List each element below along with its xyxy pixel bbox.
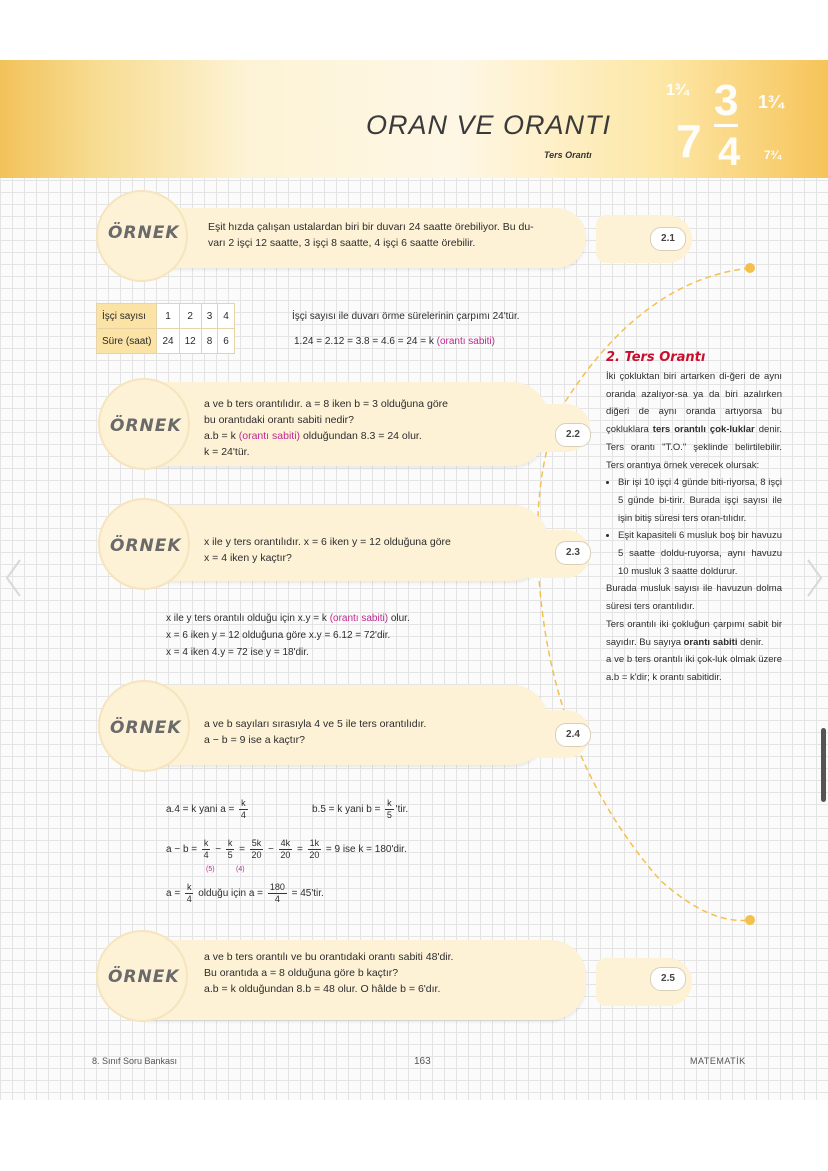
ornek-badge: ÖRNEK [110, 718, 182, 738]
solution-line [312, 798, 408, 821]
page-number: 163 [414, 1056, 431, 1067]
numerator: 4k [280, 838, 291, 848]
example-text [204, 534, 534, 566]
list-item: • Eşit kapasiteli 6 musluk boş bir havuzu 5 saatte doldu-ruyorsa, aynı havuzu 10 musluk 3 saatte doldurur. [618, 527, 782, 580]
numerator: k [227, 838, 233, 848]
denominator: 20 [309, 850, 320, 860]
table-row [97, 304, 235, 329]
numerator: k [203, 838, 209, 848]
deco-fraction: 7³⁄₄ [764, 148, 783, 162]
solution-part: a.4 = k yani a = [166, 804, 235, 816]
ornek-badge: ÖRNEK [110, 536, 182, 556]
equation-tag: (orantı sabiti) [436, 336, 495, 347]
operator: = [239, 844, 245, 856]
table-note: İşçi sayısı ile duvarı örme sürelerinin çarpımı 24'tür. [292, 311, 520, 322]
denominator: 4 [203, 850, 209, 860]
example-number: 2.1 [650, 227, 686, 251]
example-line: a ve b sayıları sırasıyla 4 ve 5 ile ters orantılıdır. [204, 718, 427, 730]
solution-line: x = 4 iken 4.y = 72 ise y = 18'dir. [166, 647, 309, 658]
table-row [97, 329, 235, 354]
denominator: 5 [386, 810, 392, 820]
example-line: k = 24'tür. [204, 446, 250, 458]
example-line: x ile y ters orantılıdır. x = 6 iken y = 12 olduğuna göre [204, 536, 451, 548]
example-line: a − b = 9 ise a kaçtır? [204, 734, 305, 746]
example-text [204, 396, 534, 460]
sidebar-text: denir. Ters orantı "T.O." şeklinde belirtilebilir. Ters orantıya örnek verecek olursak: [606, 424, 782, 471]
deco-fraction: 1³⁄₄ [666, 82, 691, 99]
solution-line [166, 798, 250, 821]
denominator: 4 [274, 894, 280, 904]
table-cell: 4 [218, 304, 235, 329]
solution-line: x = 6 iken y = 12 olduğuna göre x.y = 6.12 = 72'dir. [166, 630, 391, 641]
sidebar-paragraph [606, 368, 782, 474]
table-equation [294, 333, 495, 350]
prev-page-icon[interactable] [4, 558, 22, 598]
numerator: 180 [269, 882, 285, 892]
page-subtitle: Ters Orantı [544, 150, 592, 160]
table-cell: 1 [157, 304, 179, 329]
deco-fraction: 1³⁄₄ [758, 92, 786, 112]
sidebar-text: İki çokluktan biri artarken di-ğeri de aynı oranda azalıyor-sa ya da biri azalırken diğeri de aynı oranda artıyorsa bu çokluklara [606, 371, 782, 436]
numerator: 1k [309, 838, 320, 848]
data-table [96, 303, 235, 354]
textbook-page [0, 60, 828, 1100]
solution-part: 'tir. [395, 804, 409, 816]
solution-part: = 45'tir. [291, 888, 324, 900]
table-cell: Süre (saat) [97, 329, 157, 354]
sidebar-bold: orantı sabiti [683, 636, 738, 648]
scrollbar-thumb[interactable] [821, 728, 826, 802]
example-line: a.b = k olduğundan 8.b = 48 olur. O hâlde b = 6'dır. [204, 983, 441, 995]
solution-part: a = [166, 888, 181, 900]
example-line: x = 4 iken y kaçtır? [204, 552, 292, 564]
example-line: Bu orantıda a = 8 olduğuna göre b kaçtır? [204, 967, 399, 979]
denominator: 5 [227, 850, 233, 860]
fraction [385, 798, 394, 821]
example-line: bu orantıdaki orantı sabiti nedir? [204, 414, 355, 426]
example-number: 2.5 [650, 967, 686, 991]
example-line: a ve b ters orantılıdır. a = 8 iken b = 3 olduğuna göre [204, 398, 448, 410]
deco-fraction: 3 [714, 76, 739, 125]
footer-book-title: 8. Sınıf Soru Bankası [92, 1056, 178, 1066]
example-text [208, 219, 578, 251]
example-line-tag: (orantı sabiti) [238, 430, 301, 442]
fraction [185, 882, 194, 905]
fraction [268, 882, 287, 905]
denominator: 20 [251, 850, 262, 860]
solution-tag: (orantı sabiti) [329, 613, 389, 624]
fraction [250, 838, 264, 861]
fraction [308, 838, 322, 861]
sidebar-text: Ters orantılı iki çokluğun çarpımı sabit bir sayıdır. Bu sayıya [606, 618, 782, 648]
sidebar-text: denir. [740, 636, 764, 648]
example-text [204, 949, 574, 997]
table-cell: 6 [218, 329, 235, 354]
solution-line [166, 838, 407, 861]
numerator: k [186, 882, 192, 892]
ornek-badge: ÖRNEK [110, 416, 182, 436]
multiplier-note: (5) [206, 866, 215, 873]
example-line-part: a.b = k [204, 430, 236, 442]
sidebar-heading: 2. Ters Orantı [606, 350, 706, 365]
example-number: 2.4 [555, 723, 591, 747]
example-text [204, 716, 534, 748]
sidebar-paragraph: a ve b ters orantılı iki çok-luk olmak üzere a.b = k'dir; k orantı sabitidir. [606, 654, 782, 683]
solution-part: b.5 = k yani b = [312, 804, 381, 816]
example-line: a ve b ters orantılı ve bu orantıdaki orantı sabiti 48'dir. [204, 951, 454, 963]
page-header [0, 60, 828, 178]
table-cell: 3 [201, 304, 218, 329]
solution-part: olduğu için a = [198, 888, 264, 900]
table-cell: İşçi sayısı [97, 304, 157, 329]
next-page-icon[interactable] [806, 558, 824, 598]
deco-fraction: 7 [676, 115, 702, 167]
numerator: k [241, 798, 246, 808]
operator: − [268, 844, 274, 856]
numerator: k [387, 798, 392, 808]
multiplier-note: (4) [236, 866, 245, 873]
fraction [202, 838, 211, 861]
sidebar-definition [606, 348, 782, 687]
equation-text: 1.24 = 2.12 = 3.8 = 4.6 = 24 = k [294, 336, 434, 347]
table-cell: 12 [179, 329, 201, 354]
operator: = [296, 844, 303, 856]
sidebar-bold: ters orantılı çok-luklar [652, 424, 755, 436]
table-cell: 8 [201, 329, 218, 354]
example-number: 2.3 [555, 541, 591, 565]
operator: − [215, 844, 222, 856]
deco-fraction: 4 [718, 130, 741, 174]
example-number: 2.2 [555, 423, 591, 447]
solution-part: x ile y ters orantılı olduğu için x.y = k [166, 613, 327, 624]
ornek-badge: ÖRNEK [108, 967, 180, 987]
sidebar-list [606, 474, 782, 580]
denominator: 4 [240, 810, 246, 820]
table-cell: 24 [157, 329, 179, 354]
denominator: 20 [280, 850, 291, 860]
denominator: 4 [186, 894, 192, 904]
example-line: Eşit hızda çalışan ustalardan biri bir duvarı 24 saatte örebiliyor. Bu du- [208, 221, 534, 233]
footer-subject: MATEMATİK [690, 1056, 746, 1066]
solution-part: a − b = [166, 844, 198, 856]
fraction [239, 798, 248, 821]
example-line-part: olduğundan 8.3 = 24 olur. [302, 430, 422, 442]
solution-line [166, 610, 410, 627]
numerator: 5k [251, 838, 262, 848]
fraction [226, 838, 235, 861]
example-line: varı 2 işçi 12 saatte, 3 işçi 8 saatte, 4 işçi 6 saatte örebilir. [208, 237, 476, 249]
ornek-badge: ÖRNEK [108, 223, 180, 243]
example-line [204, 428, 534, 444]
table-cell: 2 [179, 304, 201, 329]
page-title: ORAN VE ORANTI [366, 110, 612, 140]
list-item: • Bir işi 10 işçi 4 günde biti-riyorsa, 8 işçi 5 günde bi-tirir. Burada işçi sayısı ile işin bitiş süresi ters oran-tılıdır. [618, 474, 782, 527]
fraction [279, 838, 293, 861]
solution-part: olur. [390, 613, 410, 624]
sidebar-paragraph [606, 616, 782, 651]
sidebar-paragraph: Burada musluk sayısı ile havuzun dolma süresi ters orantılıdır. [606, 583, 782, 613]
solution-part: = 9 ise k = 180'dir. [325, 844, 407, 856]
solution-line [166, 882, 324, 905]
